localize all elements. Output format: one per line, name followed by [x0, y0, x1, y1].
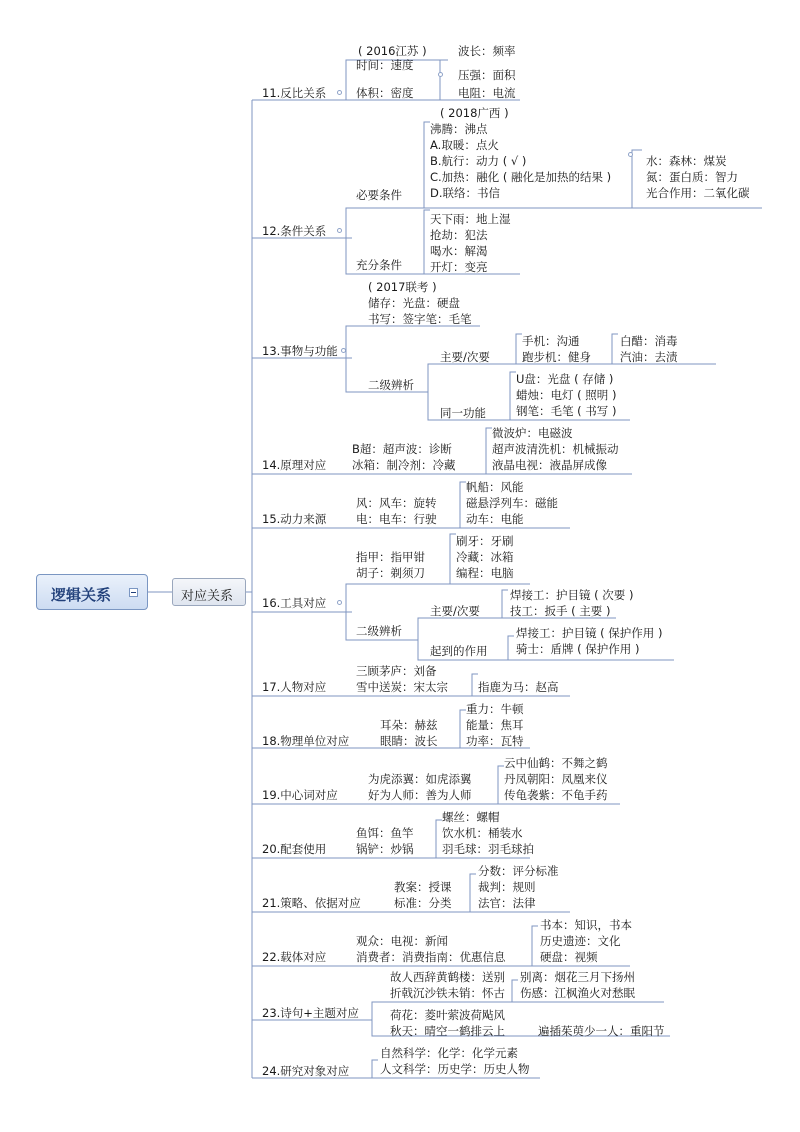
branch-label[interactable]: 24.研究对象对应 — [262, 1064, 350, 1078]
node-text: 手机：沟通 — [522, 334, 580, 348]
node-text: 刷牙：牙刷 — [456, 534, 514, 548]
node-text: ( 2017联考 ) — [368, 280, 437, 294]
node-text: 重力：牛顿 — [466, 702, 524, 716]
node-text: 冷藏：冰箱 — [456, 550, 514, 564]
root-node[interactable] — [36, 574, 148, 610]
node-text: 焊接工：护目镜 ( 保护作用 ) — [516, 626, 663, 640]
branch-label[interactable]: 12.条件关系 — [262, 224, 327, 238]
node-text: 磁悬浮列车：磁能 — [466, 496, 558, 510]
node-text: 人文科学：历史学：历史人物 — [380, 1062, 530, 1076]
node-text: B.航行：动力 ( √ ) — [430, 154, 527, 168]
node-text: 必要条件 — [356, 188, 402, 202]
node-text: 雪中送炭：宋太宗 — [356, 680, 448, 694]
branch-label[interactable]: 14.原理对应 — [262, 458, 327, 472]
node-text: 微波炉：电磁波 — [492, 426, 573, 440]
node-text: D.联络：书信 — [430, 186, 501, 200]
node-text: 云中仙鹤：不舞之鹤 — [504, 756, 608, 770]
node-text: 能量：焦耳 — [466, 718, 524, 732]
node-text: 故人西辞黄鹤楼：送别 — [390, 970, 505, 984]
node-text: 三顾茅庐：刘备 — [356, 664, 437, 678]
node-text: 折戟沉沙铁未销：怀古 — [390, 986, 505, 1000]
node-text: 超声波清洗机：机械振动 — [492, 442, 619, 456]
node-text: 螺丝：螺帽 — [442, 810, 500, 824]
node-text: 技工：扳手 ( 主要 ) — [510, 604, 611, 618]
branch-label[interactable]: 18.物理单位对应 — [262, 734, 350, 748]
branch-label[interactable]: 21.策略、依据对应 — [262, 896, 361, 910]
node-text: 观众：电视：新闻 — [356, 934, 448, 948]
node-text: 主要/次要 — [430, 604, 480, 618]
node-text: 电：电车：行驶 — [356, 512, 437, 526]
node-text: 同一功能 — [440, 406, 486, 420]
node-text: 教案：授课 — [394, 880, 452, 894]
node-text: 沸腾：沸点 — [430, 122, 488, 136]
node-text: 二级辨析 — [356, 624, 402, 638]
node-text: ( 2018广西 ) — [440, 106, 509, 120]
node-text: 白醋：消毒 — [620, 334, 678, 348]
collapse-dot[interactable] — [628, 152, 633, 157]
node-text: U盘：光盘 ( 存储 ) — [516, 372, 614, 386]
node-text: 钢笔：毛笔 ( 书写 ) — [516, 404, 617, 418]
branch-label[interactable]: 13.事物与功能 — [262, 344, 338, 358]
node-text: 别离：烟花三月下扬州 — [520, 970, 635, 984]
node-text: 抢劫：犯法 — [430, 228, 488, 242]
node-text: 冰箱：制冷剂：冷藏 — [352, 458, 456, 472]
branch-label[interactable]: 19.中心词对应 — [262, 788, 338, 802]
node-text: 时间：速度 — [356, 58, 414, 72]
node-text: C.加热：融化 ( 融化是加热的结果 ) — [430, 170, 612, 184]
node-text: 裁判：规则 — [478, 880, 536, 894]
node-text: 消费者：消费指南：优惠信息 — [356, 950, 506, 964]
node-text: 胡子：剃须刀 — [356, 566, 425, 580]
node-text: 跑步机：健身 — [522, 350, 591, 364]
sub-label: 对应关系 — [181, 589, 234, 604]
node-text: 锅铲：炒锅 — [356, 842, 414, 856]
node-text: 帆船：风能 — [466, 480, 524, 494]
collapse-dot[interactable] — [337, 600, 342, 605]
node-text: 历史遗迹：文化 — [540, 934, 621, 948]
node-text: 功率：瓦特 — [466, 734, 524, 748]
node-text: 开灯：变亮 — [430, 260, 488, 274]
node-text: 压强：面积 — [458, 68, 516, 82]
node-text: 充分条件 — [356, 258, 402, 272]
node-text: 耳朵：赫兹 — [380, 718, 438, 732]
node-text: 书本：知识，书本 — [540, 918, 632, 932]
node-text: 电阻：电流 — [458, 86, 516, 100]
node-text: 光合作用：二氧化碳 — [646, 186, 750, 200]
branch-label[interactable]: 23.诗句+主题对应 — [262, 1006, 359, 1020]
node-text: 眼睛：波长 — [380, 734, 438, 748]
sub-node[interactable] — [172, 578, 246, 606]
node-text: 遍插茱萸少一人：重阳节 — [538, 1024, 665, 1038]
branch-label[interactable]: 20.配套使用 — [262, 842, 327, 856]
node-text: 好为人师：善为人师 — [368, 788, 472, 802]
collapse-dot[interactable] — [337, 228, 342, 233]
node-text: 二级辨析 — [368, 378, 414, 392]
node-text: 蜡烛：电灯 ( 照明 ) — [516, 388, 617, 402]
node-text: 起到的作用 — [430, 644, 488, 658]
node-text: 氮：蛋白质：智力 — [646, 170, 738, 184]
node-text: 液晶电视：液晶屏成像 — [492, 458, 607, 472]
node-text: 骑士：盾牌 ( 保护作用 ) — [516, 642, 640, 656]
node-text: 体积：密度 — [356, 86, 414, 100]
node-text: 为虎添翼：如虎添翼 — [368, 772, 472, 786]
node-text: 标准：分类 — [394, 896, 452, 910]
node-text: 焊接工：护目镜 ( 次要 ) — [510, 588, 634, 602]
branch-label[interactable]: 17.人物对应 — [262, 680, 327, 694]
node-text: 书写：签字笔：毛笔 — [368, 312, 472, 326]
node-text: 秋天：晴空一鹤排云上 — [390, 1024, 505, 1038]
node-text: 传龟袭紫：不龟手药 — [504, 788, 608, 802]
node-text: 天下雨：地上湿 — [430, 212, 511, 226]
node-text: 动车：电能 — [466, 512, 524, 526]
node-text: 羽毛球：羽毛球拍 — [442, 842, 534, 856]
node-text: 伤感：江枫渔火对愁眠 — [520, 986, 635, 1000]
collapse-icon[interactable] — [129, 588, 138, 597]
branch-label[interactable]: 11.反比关系 — [262, 86, 327, 100]
node-text: 指鹿为马：赵高 — [478, 680, 559, 694]
node-text: 喝水：解渴 — [430, 244, 488, 258]
node-text: 丹凤朝阳：凤凰来仪 — [504, 772, 608, 786]
node-text: 水：森林：煤炭 — [646, 154, 727, 168]
branch-label[interactable]: 16.工具对应 — [262, 596, 327, 610]
collapse-dot[interactable] — [341, 348, 346, 353]
node-text: 储存：光盘：硬盘 — [368, 296, 460, 310]
node-text: 编程：电脑 — [456, 566, 514, 580]
node-text: 指甲：指甲钳 — [356, 550, 425, 564]
node-text: 荷花：菱叶萦波荷飐风 — [390, 1008, 505, 1022]
node-text: 自然科学：化学：化学元素 — [380, 1046, 518, 1060]
node-text: 法官：法律 — [478, 896, 536, 910]
node-text: ( 2016江苏 ) — [358, 44, 427, 58]
root-label: 逻辑关系 — [51, 586, 112, 604]
branch-label[interactable]: 15.动力来源 — [262, 512, 327, 526]
node-text: 分数：评分标准 — [478, 864, 559, 878]
node-text: 硬盘：视频 — [540, 950, 598, 964]
collapse-dot[interactable] — [438, 72, 443, 77]
node-text: B超：超声波：诊断 — [352, 442, 452, 456]
node-text: A.取暖：点火 — [430, 138, 499, 152]
collapse-dot[interactable] — [337, 90, 342, 95]
node-text: 波长：频率 — [458, 44, 516, 58]
node-text: 汽油：去渍 — [620, 350, 678, 364]
branch-label[interactable]: 22.载体对应 — [262, 950, 327, 964]
node-text: 主要/次要 — [440, 350, 490, 364]
node-text: 饮水机：桶装水 — [442, 826, 523, 840]
node-text: 鱼饵：鱼竿 — [356, 826, 414, 840]
node-text: 风：风车：旋转 — [356, 496, 437, 510]
